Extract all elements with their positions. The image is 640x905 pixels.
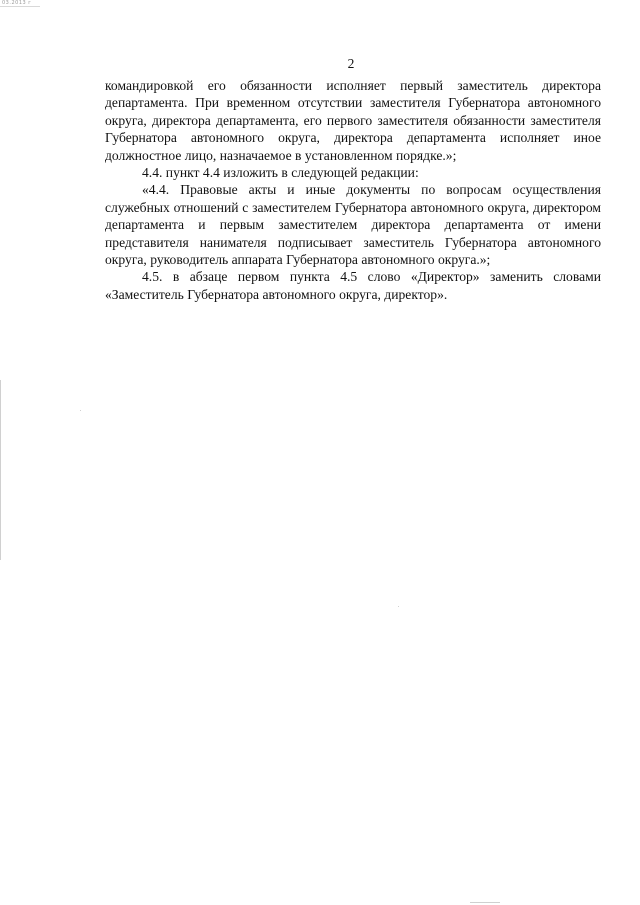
edge-speck — [0, 380, 1, 560]
edge-speck — [398, 606, 399, 607]
edge-speck — [80, 410, 81, 411]
paragraph-quote-4-4: «4.4. Правовые акты и иные документы по вопросам осуществления служебных отношений с заместителем Губернатора автономного округа, директором департамента и первым заместителем директора департамента от имени представителя нанимателя подписывает заместитель Губернатора автономного округа, руководитель аппарата Губернатора автономного округа.»; — [105, 182, 601, 268]
paragraph-item-4-4: 4.4. пункт 4.4 изложить в следующей редакции: — [142, 165, 419, 181]
scan-line — [0, 6, 40, 7]
page-number: 2 — [347, 56, 355, 71]
edge-speck — [470, 902, 500, 903]
document-body — [105, 77, 601, 303]
paragraph-item-4-5: 4.5. в абзаце первом пункта 4.5 слово «Директор» заменить словами «Заместитель Губернатора автономного округа, директор». — [105, 269, 601, 302]
scan-mark: 03.2013 г — [2, 0, 32, 6]
paragraph-continuation: командировкой его обязанности исполняет первый заместитель директора департамента. При временном отсутствии заместителя Губернатора автономного округа, директора департамента, его первого заместителя обязанности заместителя Губернатора автономного округа, директора департамента исполняет иное должностное лицо, назначаемое в установленном порядке.»; — [105, 78, 601, 163]
